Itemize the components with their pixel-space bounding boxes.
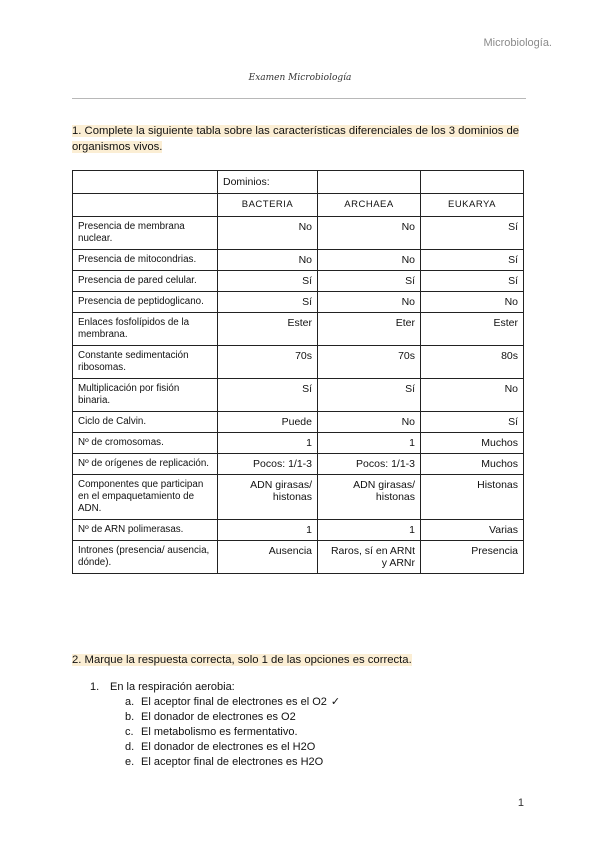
row-value-cell: Sí [218, 271, 318, 292]
mcq-item-number: 1. [90, 681, 100, 693]
row-value-cell: Raros, sí en ARNt y ARNr [318, 541, 421, 574]
table-row [73, 217, 524, 250]
table-row [73, 250, 524, 271]
question-1-prompt: 1. Complete la siguiente tabla sobre las características diferenciales de los 3 dominios de organismos vivos. [72, 125, 520, 153]
row-value-cell: ADN girasas/ histonas [218, 475, 318, 520]
table-row [73, 541, 524, 574]
table-row [73, 454, 524, 475]
table-corner-cell [73, 194, 218, 217]
row-label: Multiplicación por fisión binaria. [73, 379, 218, 412]
mcq-option-letter: e. [125, 756, 135, 768]
table-header-empty-cell [421, 171, 524, 194]
column-header-archaea: ARCHAEA [318, 194, 421, 217]
table-row [73, 313, 524, 346]
mcq-item-question: En la respiración aerobia: [110, 681, 235, 693]
mcq-option-letter: b. [125, 711, 135, 723]
row-value-cell: ADN girasas/ histonas [318, 475, 421, 520]
row-label: Componentes que participan en el empaquetamiento de ADN. [73, 475, 218, 520]
mcq-option [125, 725, 340, 740]
row-value-cell: 1 [318, 520, 421, 541]
row-label: Ciclo de Calvin. [73, 412, 218, 433]
table-row [73, 379, 524, 412]
row-value-cell: Sí [421, 412, 524, 433]
row-value-cell: Varias [421, 520, 524, 541]
mcq-item [90, 680, 340, 770]
row-value-cell: Pocos: 1/1-3 [218, 454, 318, 475]
row-value-cell: No [318, 250, 421, 271]
table-row [73, 520, 524, 541]
row-label: Presencia de membrana nuclear. [73, 217, 218, 250]
page-number: 1 [517, 797, 524, 809]
column-header-bacteria: BACTERIA [218, 194, 318, 217]
check-mark-icon: ✓ [330, 696, 341, 708]
row-value-cell: No [318, 412, 421, 433]
row-value-cell: 80s [421, 346, 524, 379]
row-value-cell: Ester [218, 313, 318, 346]
row-value-cell: No [318, 217, 421, 250]
row-value-cell: Pocos: 1/1-3 [318, 454, 421, 475]
row-value-cell: Puede [218, 412, 318, 433]
mcq-option [125, 710, 340, 725]
row-label: Presencia de pared celular. [73, 271, 218, 292]
row-label: Nº de cromosomas. [73, 433, 218, 454]
mcq-option [125, 695, 340, 710]
row-value-cell: Muchos [421, 433, 524, 454]
table-row [73, 346, 524, 379]
table-row [73, 292, 524, 313]
row-value-cell: Ester [421, 313, 524, 346]
question-2-prompt: 2. Marque la respuesta correcta, solo 1 de las opciones es correcta. [72, 654, 412, 666]
mcq-option-text: El donador de electrones es el H2O [141, 741, 316, 753]
row-value-cell: No [218, 250, 318, 271]
table-row [73, 271, 524, 292]
mcq-option-letter: c. [125, 726, 134, 738]
row-value-cell: Sí [218, 292, 318, 313]
row-value-cell: Sí [218, 379, 318, 412]
row-value-cell: 70s [218, 346, 318, 379]
row-value-cell: Sí [421, 217, 524, 250]
mcq-options [90, 695, 340, 770]
table-row [73, 412, 524, 433]
row-label: Intrones (presencia/ ausencia, dónde). [73, 541, 218, 574]
domains-table [72, 170, 524, 574]
row-value-cell: Sí [318, 271, 421, 292]
table-corner-cell [73, 171, 218, 194]
table-domain-row [73, 194, 524, 217]
row-value-cell: Histonas [421, 475, 524, 520]
row-value-cell: Presencia [421, 541, 524, 574]
column-header-eukarya: EUKARYA [421, 194, 524, 217]
row-value-cell: No [421, 379, 524, 412]
title-divider [72, 98, 526, 99]
domains-label: Dominios: [218, 171, 318, 194]
table-row [73, 475, 524, 520]
row-value-cell: No [421, 292, 524, 313]
question-1 [72, 123, 526, 155]
row-value-cell: No [318, 292, 421, 313]
mcq-option [125, 755, 340, 770]
table-header-row [73, 171, 524, 194]
document-title: Examen Microbiología [248, 73, 352, 83]
mcq-option-text: El aceptor final de electrones es el O2 [141, 696, 327, 708]
mcq-option-text: El aceptor final de electrones es H2O [141, 756, 324, 768]
table-row [73, 433, 524, 454]
mcq-option [125, 740, 340, 755]
table-header-empty-cell [318, 171, 421, 194]
row-label: Nº de ARN polimerasas. [73, 520, 218, 541]
mcq-option-letter: d. [125, 741, 135, 753]
row-label: Presencia de peptidoglicano. [73, 292, 218, 313]
row-label: Enlaces fosfolípidos de la membrana. [73, 313, 218, 346]
row-label: Constante sedimentación ribosomas. [73, 346, 218, 379]
row-value-cell: Sí [318, 379, 421, 412]
row-value-cell: Muchos [421, 454, 524, 475]
row-value-cell: 1 [318, 433, 421, 454]
row-value-cell: Eter [318, 313, 421, 346]
row-label: Nº de orígenes de replicación. [73, 454, 218, 475]
row-value-cell: 1 [218, 520, 318, 541]
row-value-cell: No [218, 217, 318, 250]
question-2 [72, 652, 526, 668]
row-value-cell: 1 [218, 433, 318, 454]
header-subject: Microbiología. [483, 37, 552, 49]
row-label: Presencia de mitocondrias. [73, 250, 218, 271]
row-value-cell: Sí [421, 271, 524, 292]
row-value-cell: Sí [421, 250, 524, 271]
mcq-option-text: El donador de electrones es O2 [141, 711, 296, 723]
mcq-list [72, 680, 340, 770]
mcq-option-text: El metabolismo es fermentativo. [141, 726, 298, 738]
row-value-cell: 70s [318, 346, 421, 379]
row-value-cell: Ausencia [218, 541, 318, 574]
mcq-option-letter: a. [125, 696, 135, 708]
